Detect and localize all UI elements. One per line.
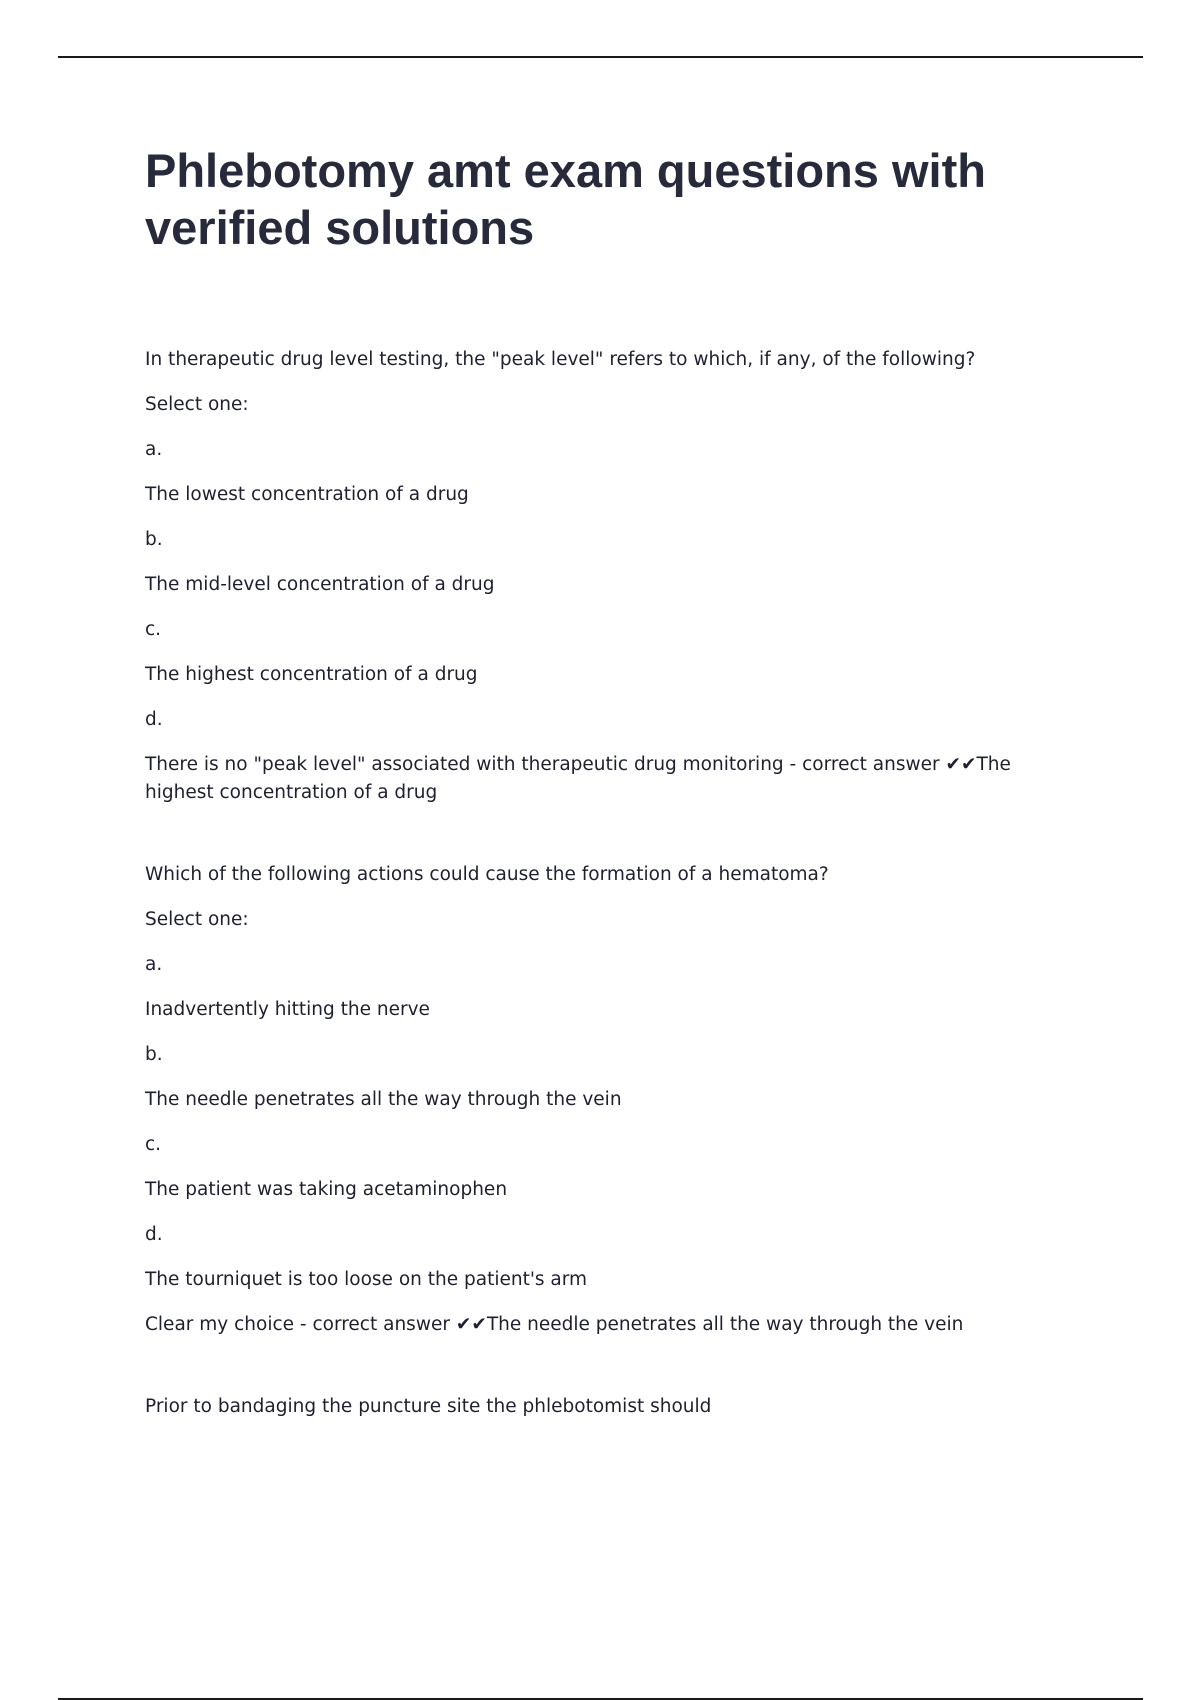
question-1-option-a-text: The lowest concentration of a drug <box>145 484 469 505</box>
question-block-2 <box>145 861 1070 1339</box>
question-1-option-c-letter: c. <box>145 619 162 640</box>
top-divider <box>58 56 1143 58</box>
question-2-option-c-text: The patient was taking acetaminophen <box>145 1179 508 1200</box>
question-1-option-d-text: There is no "peak level" associated with therapeutic drug monitoring - correct answer ✔✔The highest concentration of a drug <box>145 754 1011 803</box>
question-2-prompt: Which of the following actions could cause the formation of a hematoma? <box>145 864 829 885</box>
question-block-3 <box>145 1393 1070 1421</box>
question-2-option-d-letter: d. <box>145 1224 163 1245</box>
question-2-option-c-letter: c. <box>145 1134 162 1155</box>
question-2-option-a-letter: a. <box>145 954 163 975</box>
question-1-option-c-text: The highest concentration of a drug <box>145 664 478 685</box>
question-1-option-b-letter: b. <box>145 529 163 550</box>
document-title: Phlebotomy amt exam questions with verified solutions <box>145 144 986 254</box>
question-2-option-d-text: The tourniquet is too loose on the patient's arm <box>145 1269 588 1290</box>
question-2-option-b-text: The needle penetrates all the way through the vein <box>145 1089 622 1110</box>
document-body <box>145 346 1070 1438</box>
question-2-option-b-letter: b. <box>145 1044 163 1065</box>
question-1-prompt: In therapeutic drug level testing, the "peak level" refers to which, if any, of the following? <box>145 349 976 370</box>
question-block-1 <box>145 346 1070 807</box>
question-2-answer-footer: Clear my choice - correct answer ✔✔The needle penetrates all the way through the vein <box>145 1314 964 1335</box>
question-1-option-b-text: The mid-level concentration of a drug <box>145 574 495 595</box>
question-1-select-label: Select one: <box>145 394 249 415</box>
question-2-select-label: Select one: <box>145 909 249 930</box>
question-1-option-a-letter: a. <box>145 439 163 460</box>
question-2-option-a-text: Inadvertently hitting the nerve <box>145 999 430 1020</box>
question-3-prompt: Prior to bandaging the puncture site the phlebotomist should <box>145 1396 712 1417</box>
question-1-option-d-letter: d. <box>145 709 163 730</box>
